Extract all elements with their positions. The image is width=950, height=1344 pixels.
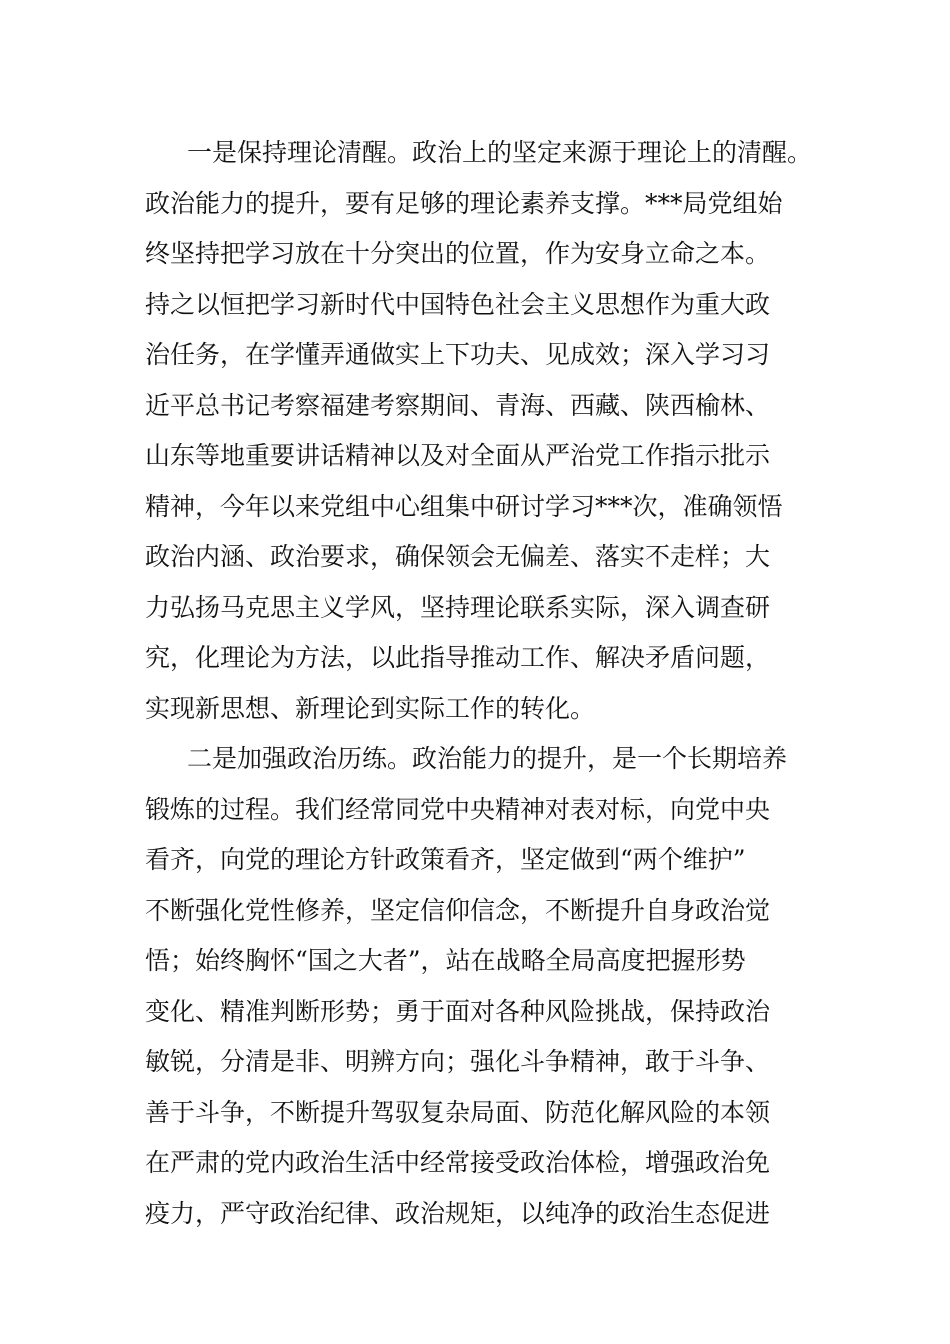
- paragraph-line: 力弘扬马克思主义学风，坚持理论联系实际，深入调查研: [145, 592, 771, 622]
- paragraph-line: 政治能力的提升，要有足够的理论素养支撑。***局党组始: [145, 188, 783, 218]
- paragraph-political-training: [145, 734, 815, 1239]
- paragraph-line: 变化、精准判断形势；勇于面对各种风险挑战，保持政治: [145, 996, 771, 1026]
- paragraph-line: 精神，今年以来党组中心组集中研讨学习***次，准确领悟: [145, 491, 783, 521]
- paragraph-line: 善于斗争，不断提升驾驭复杂局面、防范化解风险的本领: [145, 1097, 771, 1127]
- paragraph-line: 不断强化党性修养，坚定信仰信念，不断提升自身政治觉: [145, 895, 771, 925]
- paragraph-line: 持之以恒把学习新时代中国特色社会主义思想作为重大政: [145, 289, 771, 319]
- paragraph-line: 近平总书记考察福建考察期间、青海、西藏、陕西榆林、: [145, 390, 771, 420]
- paragraph-line: 锻炼的过程。我们经常同党中央精神对表对标，向党中央: [145, 794, 771, 824]
- paragraph-line: 敏锐，分清是非、明辨方向；强化斗争精神，敢于斗争、: [145, 1047, 771, 1076]
- paragraph-line: 二是加强政治历练。政治能力的提升，是一个长期培养: [187, 744, 788, 773]
- paragraph-line: 在严肃的党内政治生活中经常接受政治体检，增强政治免: [145, 1148, 771, 1177]
- paragraph-line: 实现新思想、新理论到实际工作的转化。: [145, 693, 596, 723]
- paragraph-line: 山东等地重要讲话精神以及对全面从严治党工作指示批示: [145, 441, 771, 470]
- paragraph-line: 究，化理论为方法，以此指导推动工作、解决矛盾问题，: [145, 643, 771, 672]
- paragraph-line: 疫力，严守政治纪律、政治规矩，以纯净的政治生态促进: [145, 1198, 771, 1228]
- paragraph-line: 政治内涵、政治要求，确保领会无偏差、落实不走样；大: [145, 542, 771, 571]
- paragraph-line: 终坚持把学习放在十分突出的位置，作为安身立命之本。: [145, 239, 771, 268]
- document-body: [145, 128, 815, 1239]
- paragraph-line: 看齐，向党的理论方针政策看齐，坚定做到“两个维护”: [145, 845, 746, 874]
- paragraph-line: 治任务，在学懂弄通做实上下功夫、见成效；深入学习习: [145, 340, 771, 369]
- paragraph-line: 一是保持理论清醒。政治上的坚定来源于理论上的清醒。: [187, 138, 813, 167]
- paragraph-theory: [145, 128, 815, 734]
- paragraph-line: 悟；始终胸怀“国之大者”，站在战略全局高度把握形势: [145, 946, 746, 975]
